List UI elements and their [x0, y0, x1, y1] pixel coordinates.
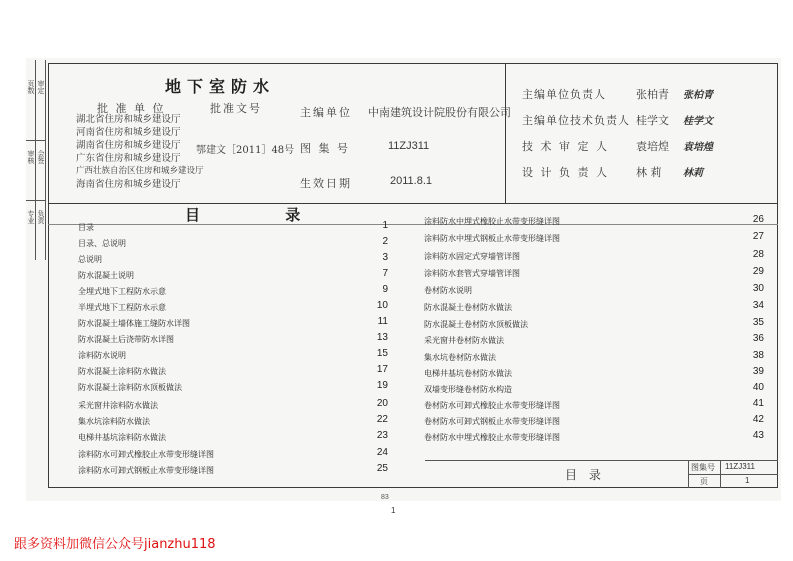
toc-entry[interactable]: 集水坑卷材防水做法 38	[424, 350, 764, 362]
responsible-name: 张柏青	[636, 88, 669, 101]
title-block-page-number: 1	[745, 476, 750, 485]
department-item: 湖北省住房和城乡建设厅	[76, 114, 181, 125]
responsible-role: 技 术 审 定 人	[522, 140, 609, 153]
binding-sidebar	[26, 60, 46, 260]
footer-promo-text: 跟多资料加微信公众号jianzhu118	[14, 537, 216, 552]
editor-label: 主编单位	[300, 106, 352, 119]
toc-entry[interactable]: 半埋式地下工程防水示意 10	[78, 300, 388, 312]
department-item: 海南省住房和城乡建设厅	[76, 179, 181, 190]
title-block-atlas-number: 11ZJ311	[725, 462, 755, 471]
responsible-name: 林 莉	[636, 166, 662, 179]
toc-entry[interactable]: 涂料防水中埋式橡胶止水带变形缝详图 26	[424, 214, 764, 226]
department-item: 广东省住房和城乡建设厅	[76, 153, 181, 164]
toc-entry[interactable]: 双墙变形缝卷材防水构造 40	[424, 382, 764, 394]
responsible-name: 桂学文	[636, 114, 669, 127]
toc-entry[interactable]: 卷材防水可卸式橡胶止水带变形缝详图 41	[424, 398, 764, 410]
toc-entry[interactable]: 全埋式地下工程防水示意 9	[78, 284, 388, 296]
toc-title: 目 录	[185, 206, 341, 224]
editor-name: 中南建筑设计院股份有限公司	[368, 106, 511, 119]
sidebar-label: 专业	[27, 210, 35, 224]
sidebar-label: 审定	[37, 80, 45, 94]
toc-entry[interactable]: 目录 1	[78, 220, 388, 232]
department-item: 河南省住房和城乡建设厅	[76, 127, 181, 138]
approval-unit-label: 批 准 单 位	[97, 102, 166, 115]
toc-entry[interactable]: 总说明 3	[78, 252, 388, 264]
toc-entry[interactable]: 卷材防水可卸式钢板止水带变形缝详图 42	[424, 414, 764, 426]
sidebar-label: 审核	[27, 150, 35, 164]
approval-doc-label: 批准文号	[210, 102, 262, 115]
toc-entry[interactable]: 防水混凝土说明 7	[78, 268, 388, 280]
signature-image: 林莉	[683, 168, 703, 179]
document-title: 地下室防水	[165, 77, 276, 96]
toc-entry[interactable]: 电梯井基坑卷材防水做法 39	[424, 366, 764, 378]
scan-page-mark: 83	[381, 494, 389, 501]
toc-entry[interactable]: 采光窗井卷材防水做法 36	[424, 333, 764, 345]
toc-entry[interactable]: 防水混凝土卷材防水做法 34	[424, 300, 764, 312]
department-item: 湖南省住房和城乡建设厅	[76, 140, 181, 151]
toc-entry[interactable]: 涂料防水中埋式钢板止水带变形缝详图 27	[424, 231, 764, 243]
signature-image: 袁培煌	[683, 142, 713, 153]
toc-entry[interactable]: 涂料防水说明 15	[78, 348, 388, 360]
toc-entry[interactable]: 防水混凝土涂料防水做法 17	[78, 364, 388, 376]
toc-entry[interactable]: 涂料防水可卸式橡胶止水带变形缝详图 24	[78, 447, 388, 459]
toc-entry[interactable]: 防水混凝土后浇带防水详图 13	[78, 332, 388, 344]
atlas-number: 11ZJ311	[388, 140, 430, 152]
toc-entry[interactable]: 涂料防水固定式穿墙管详图 28	[424, 249, 764, 261]
effective-date: 2011.8.1	[390, 175, 433, 187]
toc-entry[interactable]: 集水坑涂料防水做法 22	[78, 414, 388, 426]
toc-entry[interactable]: 防水混凝土卷材防水顶板做法 35	[424, 317, 764, 329]
toc-entry[interactable]: 防水混凝土涂料防水顶板做法 19	[78, 380, 388, 392]
toc-entry[interactable]: 卷材防水中埋式橡胶止水带变形缝详图 43	[424, 430, 764, 442]
toc-entry[interactable]: 目录、总说明 2	[78, 236, 388, 248]
effective-date-label: 生效日期	[300, 177, 352, 190]
toc-entry[interactable]: 涂料防水可卸式钢板止水带变形缝详图 25	[78, 463, 388, 475]
title-block-atlas-label: 图集号	[691, 463, 715, 472]
toc-entry[interactable]: 卷材防水说明 30	[424, 283, 764, 295]
sidebar-label: 会签	[37, 150, 45, 164]
responsible-name: 袁培煌	[636, 140, 669, 153]
department-item: 广西壮族自治区住房和城乡建设厅	[76, 166, 204, 176]
responsible-role: 主编单位技术负责人	[522, 114, 630, 127]
page-number: 1	[391, 506, 396, 515]
title-block-name: 目 录	[565, 468, 605, 482]
atlas-number-label: 图 集 号	[300, 142, 350, 155]
sidebar-label: 负责	[37, 210, 45, 224]
signature-image: 桂学文	[683, 116, 713, 127]
toc-entry[interactable]: 采光窗井涂料防水做法 20	[78, 398, 388, 410]
toc-entry[interactable]: 电梯井基坑涂料防水做法 23	[78, 430, 388, 442]
title-block-page-label: 页	[700, 477, 708, 486]
responsible-role: 设 计 负 责 人	[522, 166, 609, 179]
toc-entry[interactable]: 防水混凝土墙体施工缝防水详图 11	[78, 316, 388, 328]
toc-entry[interactable]: 涂料防水套管式穿墙管详图 29	[424, 266, 764, 278]
signature-image: 张柏青	[683, 90, 713, 101]
sidebar-label: 页数	[27, 80, 35, 94]
approval-doc-number: 鄂建文［2011］48号	[196, 145, 295, 156]
responsible-role: 主编单位负责人	[522, 88, 606, 101]
